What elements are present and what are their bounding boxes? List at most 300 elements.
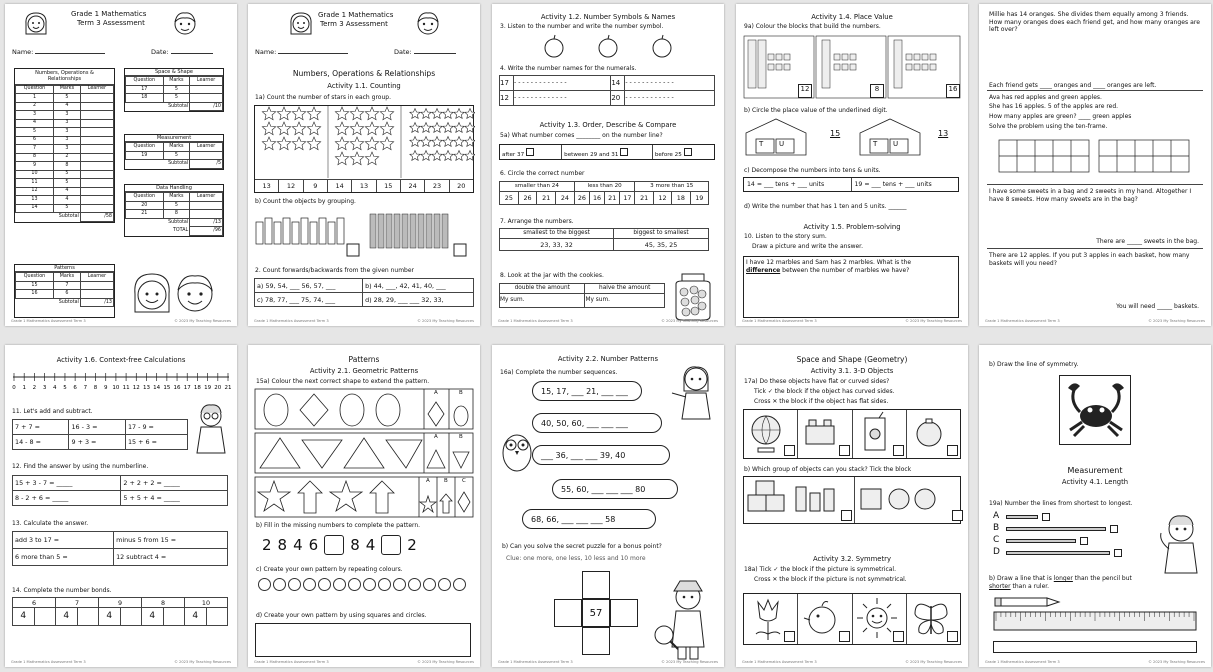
place-num-16: 16: [946, 84, 960, 98]
learner-mark-cell[interactable]: [80, 136, 113, 145]
learner-mark-cell[interactable]: [80, 281, 113, 290]
num-14-answer[interactable]: - - - - - - - - - - - -: [625, 76, 715, 91]
calculation-cell[interactable]: 17 - 9 =: [125, 420, 187, 435]
page-1: [5, 4, 237, 326]
q5-between-label: between 29 and 31: [564, 152, 619, 158]
length-line-row: [993, 523, 1143, 535]
story-oranges-answer[interactable]: Each friend gets ____ oranges and ____ oranges are left.: [989, 82, 1157, 89]
question-cell: 19: [126, 151, 164, 160]
decompose-19[interactable]: 19 = ___ tens + ___ units: [854, 181, 932, 188]
length-order-box[interactable]: [1110, 525, 1118, 533]
learner-mark-cell[interactable]: [80, 119, 113, 128]
question-cell: 7: [16, 145, 54, 154]
bond-part: 4: [13, 608, 35, 626]
q8-sum-2[interactable]: My sum.: [585, 294, 665, 308]
q17a-text: 17a) Do these objects have flat or curved sides?: [744, 378, 890, 385]
length-line-letter: D: [993, 547, 1000, 558]
calculation-cell[interactable]: 14 - 8 =: [13, 435, 69, 450]
activity-1-3-title: Activity 1.3. Order, Describe & Compare: [539, 121, 677, 129]
q6-number[interactable]: 17: [620, 192, 635, 205]
ten-frame-svg: [997, 138, 1193, 174]
length-line-bar: [1006, 527, 1106, 531]
learner-mark-cell[interactable]: [80, 153, 113, 162]
boy-face-icon-2: [414, 9, 442, 37]
question-cell: 10: [16, 170, 54, 179]
question-cell: 3: [16, 111, 54, 120]
name-label-2: Name:: [255, 48, 277, 56]
story-apples-4: Solve the problem using the ten-frame.: [989, 123, 1108, 130]
sun-cell: [853, 594, 907, 644]
q6-number[interactable]: 21: [605, 192, 620, 205]
learner-mark-cell[interactable]: [80, 162, 113, 171]
measure-title: Measurement: [125, 135, 223, 142]
bond-answer[interactable]: [163, 608, 185, 626]
number-sequence[interactable]: 15, 17, ___ 21, ___ ___: [532, 381, 642, 401]
footer-left-4: Grade 1 Mathematics Assessment Term 3: [742, 318, 817, 323]
story-apples-2: She has 16 apples. 5 of the apples are red.: [989, 103, 1119, 110]
calculation-cell[interactable]: 12 subtract 4 =: [114, 549, 228, 566]
story-sum-box[interactable]: [743, 256, 959, 318]
seq-b[interactable]: b) 44, ___, 42, 41, 40, ___: [363, 279, 474, 293]
marks-cell: 3: [53, 136, 80, 145]
star-count-option[interactable]: 13: [255, 180, 279, 192]
grouping-objects: [254, 208, 474, 262]
date-label: Date:: [151, 48, 169, 56]
story-difference: difference: [746, 266, 781, 274]
learner-mark-cell[interactable]: [190, 210, 223, 219]
footer-right-9: © 2023 My Teaching Resources: [905, 659, 962, 664]
page-4: [736, 4, 968, 326]
puzzle-clue: Clue: one more, one less, 10 less and 10 more: [506, 555, 646, 562]
q11-text: 11. Let's add and subtract.: [12, 408, 93, 415]
patterns-table: [15, 272, 114, 307]
stack-checkbox-1[interactable]: [841, 510, 852, 521]
learner-mark-cell[interactable]: [80, 290, 113, 299]
header-marks: Marks: [163, 77, 190, 86]
puzzle-left[interactable]: [554, 599, 582, 627]
learner-mark-cell[interactable]: [80, 94, 113, 103]
page-10: [979, 345, 1211, 667]
story-sweets-answer[interactable]: There are _____ sweets in the bag.: [1096, 238, 1199, 245]
pattern-number: 4: [365, 535, 376, 554]
bond-answer[interactable]: [120, 608, 142, 626]
length-order-box[interactable]: [1114, 549, 1122, 557]
number-line-tick: 13: [142, 385, 150, 391]
learner-mark-cell[interactable]: [80, 204, 113, 213]
date-line-2[interactable]: [414, 53, 456, 54]
q5-between[interactable]: [562, 145, 653, 159]
story-apples-1: Ava has red apples and green apples.: [989, 94, 1102, 101]
num-17-answer[interactable]: - - - - - - - - - - - - -: [514, 76, 611, 91]
learner-mark-cell[interactable]: [80, 179, 113, 188]
story-baskets-answer[interactable]: You will need _____ baskets.: [1116, 303, 1199, 310]
pattern1-option-b[interactable]: B: [459, 390, 463, 396]
missing-number-box[interactable]: [324, 535, 344, 555]
colour-beads[interactable]: [258, 578, 472, 591]
question-cell: 20: [126, 201, 164, 210]
calculation-cell[interactable]: add 3 to 17 =: [13, 532, 114, 549]
number-sequence[interactable]: 68, 66, ___ ___ ___ 58: [522, 509, 656, 529]
q7-val-1[interactable]: 23, 33, 32: [500, 239, 614, 251]
number-line-tick: 10: [112, 385, 120, 391]
table-row: [16, 136, 114, 145]
q7-val-2[interactable]: 45, 35, 25: [614, 239, 709, 251]
question-cell: 2: [16, 102, 54, 111]
seq-d[interactable]: d) 28, 29, ___ ___ 32, 33,: [363, 293, 474, 307]
ornament-checkbox[interactable]: [947, 445, 958, 456]
q8-sum-1[interactable]: My sum.: [500, 294, 585, 308]
section-title: Numbers, Operations & Relationships: [292, 69, 436, 78]
star-count-option[interactable]: 23: [425, 180, 449, 192]
date-label-2: Date:: [394, 48, 412, 56]
activity-title-1-1: Activity 1.1. Counting: [327, 82, 401, 90]
q19b-longer: longer: [1053, 575, 1073, 582]
header-question: Question: [126, 193, 164, 202]
table-row: [126, 201, 223, 210]
pattern2-option-b[interactable]: B: [459, 434, 463, 440]
header-question: Question: [126, 143, 164, 152]
star-count-option[interactable]: 15: [377, 180, 401, 192]
pattern3-option-a[interactable]: A: [426, 478, 430, 484]
marks-cell: 2: [53, 153, 80, 162]
page-6: [5, 345, 237, 667]
bird-checkbox[interactable]: [839, 631, 850, 642]
space-title: Space & Shape: [125, 69, 223, 76]
tulip-checkbox[interactable]: [784, 631, 795, 642]
calculation-cell[interactable]: 16 - 3 =: [69, 420, 125, 435]
number-pattern: [262, 534, 472, 556]
subtotal-value[interactable]: /58: [80, 213, 113, 222]
pv-number-13: 13: [938, 129, 949, 138]
story-apples-3[interactable]: How many apples are green? ____ green apples: [989, 113, 1132, 120]
q3-text: 3. Listen to the number and write the number symbol.: [500, 23, 664, 30]
patterns-title: Patterns: [15, 265, 114, 272]
puzzle-right[interactable]: [610, 599, 638, 627]
marks-cell: 5: [163, 94, 190, 103]
question-cell: 21: [126, 210, 164, 219]
learner-mark-cell[interactable]: [80, 145, 113, 154]
pattern-number: 2: [262, 535, 272, 554]
nor-title: Numbers, Operations & Relationships: [15, 69, 114, 85]
q6-number[interactable]: 21: [537, 192, 556, 205]
bond-total: 7: [56, 598, 99, 608]
learner-mark-cell[interactable]: [80, 187, 113, 196]
calculation-cell[interactable]: 9 + 3 =: [69, 435, 125, 450]
pattern-number: 2: [407, 535, 417, 554]
bond-answer[interactable]: [34, 608, 56, 626]
seq-c[interactable]: c) 78, 77, ___ 75, 74, ___: [255, 293, 363, 307]
question-cell: 5: [16, 128, 54, 137]
subtotal-value[interactable]: /10: [190, 102, 223, 111]
name-line[interactable]: [35, 53, 105, 54]
bond-answer[interactable]: [77, 608, 99, 626]
q10b-text: Draw a picture and write the answer.: [752, 243, 863, 250]
learner-mark-cell[interactable]: [190, 85, 223, 94]
learner-mark-cell[interactable]: [190, 94, 223, 103]
learner-mark-cell[interactable]: [80, 102, 113, 111]
grade-title-2: Grade 1 Mathematics: [318, 11, 394, 19]
star-count-option[interactable]: 12: [279, 180, 303, 192]
calculation-cell[interactable]: 6 more than 5 =: [13, 549, 114, 566]
q6-number[interactable]: 16: [589, 192, 604, 205]
boy-face-icon: [171, 9, 199, 37]
globe-checkbox[interactable]: [784, 445, 795, 456]
marks-cell: 4: [53, 102, 80, 111]
length-order-box[interactable]: [1080, 537, 1088, 545]
ten-frames[interactable]: [997, 138, 1193, 174]
girl-face-icon: [23, 10, 49, 36]
length-line-letter: A: [993, 511, 1000, 522]
name-row-2: [255, 48, 348, 56]
length-line-letter: C: [993, 535, 1000, 546]
sun-checkbox[interactable]: [893, 631, 904, 642]
footer-right-4: © 2023 My Teaching Resources: [905, 318, 962, 323]
header-learner: Learner: [190, 77, 223, 86]
number-line-tick: 3: [42, 385, 47, 391]
stack-checkbox-2[interactable]: [952, 510, 963, 521]
stars-svg: [255, 106, 475, 178]
footer-right: © 2023 My Teaching Resources: [174, 318, 231, 323]
q9d-text: d) Write the number that has 1 ten and 5 units. ______: [744, 203, 907, 210]
children-faces-icon: [127, 268, 227, 314]
nor-marks-table: [14, 68, 115, 223]
q15d-text: d) Create your own pattern by using squares and circles.: [256, 612, 427, 619]
nor-table: [15, 85, 114, 222]
star-count-option[interactable]: 20: [457, 181, 466, 190]
number-sequence[interactable]: ___ 36, ___ ___ 39, 40: [532, 445, 670, 465]
q5-after[interactable]: [500, 145, 562, 159]
q6-number[interactable]: 25: [500, 192, 519, 205]
star-count-option[interactable]: 24: [401, 180, 425, 192]
q6-heading: 3 more than 15: [635, 182, 709, 192]
date-line[interactable]: [171, 53, 213, 54]
length-line-letter: B: [993, 523, 1000, 534]
pattern3-option-c[interactable]: C: [462, 478, 466, 484]
pattern3-option-b[interactable]: B: [444, 478, 448, 484]
marks-cell: 5: [53, 204, 80, 213]
question-cell: 13: [16, 196, 54, 205]
activity-3-1-title: Activity 3.1. 3-D Objects: [810, 367, 894, 375]
crab-icon: [1060, 376, 1132, 446]
learner-mark-cell[interactable]: [80, 170, 113, 179]
story-baskets: There are 12 apples. If you put 3 apples in each basket, how many baskets will you need?: [989, 252, 1190, 267]
header-question: Question: [16, 85, 54, 94]
calculation-cell[interactable]: minus 5 from 15 =: [114, 532, 228, 549]
learner-mark-cell[interactable]: [80, 111, 113, 120]
table-row: [16, 111, 114, 120]
header-learner: Learner: [190, 143, 223, 152]
q6-number[interactable]: 21: [635, 192, 653, 205]
story-sweets: I have some sweets in a bag and 2 sweets in my hand. Altogether I have 8 sweets. How many sweets are in the bag?: [989, 188, 1192, 203]
story-line-2: between the number of marbles we have?: [782, 266, 910, 274]
learner-mark-cell[interactable]: [80, 128, 113, 137]
learner-mark-cell[interactable]: [190, 201, 223, 210]
footer-right-2: © 2023 My Teaching Resources: [417, 318, 474, 323]
activity-1-2-title: Activity 1.2. Number Symbols & Names: [540, 13, 676, 21]
number-line-tick: 21: [224, 385, 231, 391]
header-marks: Marks: [163, 143, 190, 152]
story-oranges: Millie has 14 oranges. She divides them equally among 3 friends. How many oranges does each friend get, and how many oranges are left over?: [989, 11, 1200, 34]
q19b-ruler: than a ruler.: [1012, 582, 1050, 590]
table-row: [16, 153, 114, 162]
secret-puzzle[interactable]: [554, 571, 638, 655]
q9c-text: c) Decompose the numbers into tens & units.: [744, 167, 881, 174]
patterns-heading: Patterns: [348, 355, 380, 364]
length-order-box[interactable]: [1042, 513, 1050, 521]
calculation-cell[interactable]: 8 - 2 + 6 = _____: [13, 491, 121, 506]
measure-table: [125, 142, 223, 169]
marks-cell: 5: [163, 85, 190, 94]
measure-marks-table: [124, 134, 224, 170]
table-row: [126, 151, 223, 160]
number-line-tick: 15: [163, 385, 171, 391]
count-sequence-table: [254, 278, 474, 307]
crab-box[interactable]: [1059, 375, 1131, 445]
puzzle-top[interactable]: [582, 571, 610, 599]
learner-mark-cell[interactable]: [80, 196, 113, 205]
footer-left-8: Grade 1 Mathematics Assessment Term 3: [498, 659, 573, 664]
number-line-tick: 8: [93, 385, 98, 391]
q7-head-smallest: smallest to the biggest: [500, 229, 614, 239]
q19b-than: than the pencil but: [1074, 575, 1132, 582]
marks-cell: 3: [53, 128, 80, 137]
line-answer-box[interactable]: [993, 641, 1197, 653]
footer-right-3: © 2023 My Teaching Resources: [661, 318, 718, 323]
number-line-tick: 12: [132, 385, 140, 391]
pattern1-option-a[interactable]: A: [434, 390, 438, 396]
grand-total-value[interactable]: /96: [190, 227, 223, 236]
q6-text: 6. Circle the correct number: [500, 170, 585, 177]
q5-before[interactable]: [653, 145, 714, 159]
table-row: [16, 290, 114, 299]
marks-cell: 5: [163, 151, 190, 160]
activity-4-1-title: Activity 4.1. Length: [1061, 478, 1129, 486]
bond-total: 9: [99, 598, 142, 608]
header-marks: Marks: [53, 273, 80, 282]
pattern2-option-a[interactable]: A: [434, 434, 438, 440]
q11-table: [12, 419, 188, 450]
ornament-cell: [907, 410, 960, 458]
q19a-text: 19a) Number the lines from shortest to longest.: [989, 500, 1133, 507]
bond-part: 4: [99, 608, 121, 626]
q6-number[interactable]: 24: [556, 192, 575, 205]
q15c-text: c) Create your own pattern by repeating colours.: [256, 566, 403, 573]
lego-cell: [798, 410, 852, 458]
q6-number[interactable]: 18: [672, 192, 690, 205]
puzzle-bottom[interactable]: [582, 627, 610, 655]
q4-text: 4. Write the number names for the numerals.: [500, 65, 637, 72]
subtotal-value[interactable]: /13: [80, 298, 113, 307]
question-cell: 11: [16, 179, 54, 188]
page-7: [248, 345, 480, 667]
q8-head-halve: halve the amount: [585, 284, 665, 294]
q6-number[interactable]: 12: [653, 192, 671, 205]
q6-number[interactable]: 26: [518, 192, 537, 205]
cookie-jar-icon: [670, 272, 716, 322]
calculation-cell[interactable]: 2 + 2 + 2 = _____: [121, 476, 228, 491]
question-cell: 1: [16, 94, 54, 103]
question-cell: 14: [16, 204, 54, 213]
calculation-cell[interactable]: 15 + 6 =: [125, 435, 187, 450]
footer-right-8: © 2023 My Teaching Resources: [661, 659, 718, 664]
footer-left-6: Grade 1 Mathematics Assessment Term 3: [11, 659, 86, 664]
tick-instruction: Tick ✓ the block if the object has curved sides.: [754, 388, 895, 395]
term-title: Term 3 Assessment: [77, 19, 145, 27]
bond-total: 8: [142, 598, 185, 608]
butterfly-checkbox[interactable]: [947, 631, 958, 642]
blocks-svg: [742, 34, 962, 100]
q6-number[interactable]: 19: [690, 192, 708, 205]
calculation-cell[interactable]: 7 + 7 =: [13, 420, 69, 435]
number-line-tick: 11: [122, 385, 130, 391]
number-line-tick: 5: [63, 385, 67, 391]
number-sequence[interactable]: 55, 60, ___ ___ ___ 80: [552, 479, 678, 499]
num-12-answer[interactable]: - - - - - - - - - - - - -: [514, 91, 611, 106]
star-count-option[interactable]: 14: [328, 180, 352, 192]
data-table: [125, 192, 223, 236]
bond-answer[interactable]: [206, 608, 228, 626]
seq-a[interactable]: a) 59, 54, ___ 56, 57, ___: [255, 279, 363, 293]
q7-text: 7. Arrange the numbers.: [500, 218, 574, 225]
table-row: [126, 85, 223, 94]
name-line-2[interactable]: [278, 53, 348, 54]
footer-left-2: Grade 1 Mathematics Assessment Term 3: [254, 318, 329, 323]
girl-pointing-icon: [668, 363, 718, 421]
q10-text: 10. Listen to the story sum.: [744, 233, 827, 240]
stack-group-2: [855, 477, 965, 523]
num-20-answer[interactable]: - - - - - - - - - - - -: [625, 91, 715, 106]
q8-table: [499, 283, 665, 308]
footer-left-9: Grade 1 Mathematics Assessment Term 3: [742, 659, 817, 664]
calculation-cell[interactable]: 5 + 5 + 4 = _____: [121, 491, 228, 506]
number-sequence[interactable]: 40, 50, 60, ___ ___ ___: [532, 413, 662, 433]
header-question: Question: [16, 273, 54, 282]
question-cell: 15: [16, 281, 54, 290]
number-line-tick: 1: [22, 385, 26, 391]
juice-checkbox[interactable]: [893, 445, 904, 456]
date-row: [151, 48, 213, 56]
own-pattern-box[interactable]: [255, 623, 471, 657]
footer-left: Grade 1 Mathematics Assessment Term 3: [11, 318, 86, 323]
q1a-text: 1a) Count the number of stars in each group.: [255, 94, 391, 101]
question-cell: 9: [16, 162, 54, 171]
bond-part: 4: [56, 608, 78, 626]
place-value-blocks: [742, 34, 962, 100]
marks-cell: 5: [53, 170, 80, 179]
puzzle-center: 57: [582, 599, 610, 627]
subtotal-value[interactable]: /5: [190, 160, 223, 169]
decompose-14[interactable]: 14 = ___ tens + ___ units: [744, 178, 852, 191]
bond-total: 6: [13, 598, 56, 608]
pv-number-15: 15: [830, 129, 841, 138]
lego-checkbox[interactable]: [839, 445, 850, 456]
q6-number[interactable]: 26: [574, 192, 589, 205]
header-learner: Learner: [80, 85, 113, 94]
missing-number-box[interactable]: [381, 535, 401, 555]
calculation-cell[interactable]: 15 + 3 - 7 = _____: [13, 476, 121, 491]
subtotal-label: Subtotal: [168, 219, 189, 225]
length-line-row: [993, 535, 1143, 547]
star-count-option[interactable]: 13: [352, 180, 376, 192]
star-count-option[interactable]: 9: [304, 180, 328, 192]
learner-mark-cell[interactable]: [190, 151, 223, 160]
grand-total-label: TOTAL: [172, 228, 189, 233]
stack-group-1: [744, 477, 855, 523]
q19b-text: [989, 575, 1132, 590]
table-row: [16, 170, 114, 179]
subtotal-value[interactable]: /13: [190, 218, 223, 227]
q5-box: [499, 144, 715, 160]
